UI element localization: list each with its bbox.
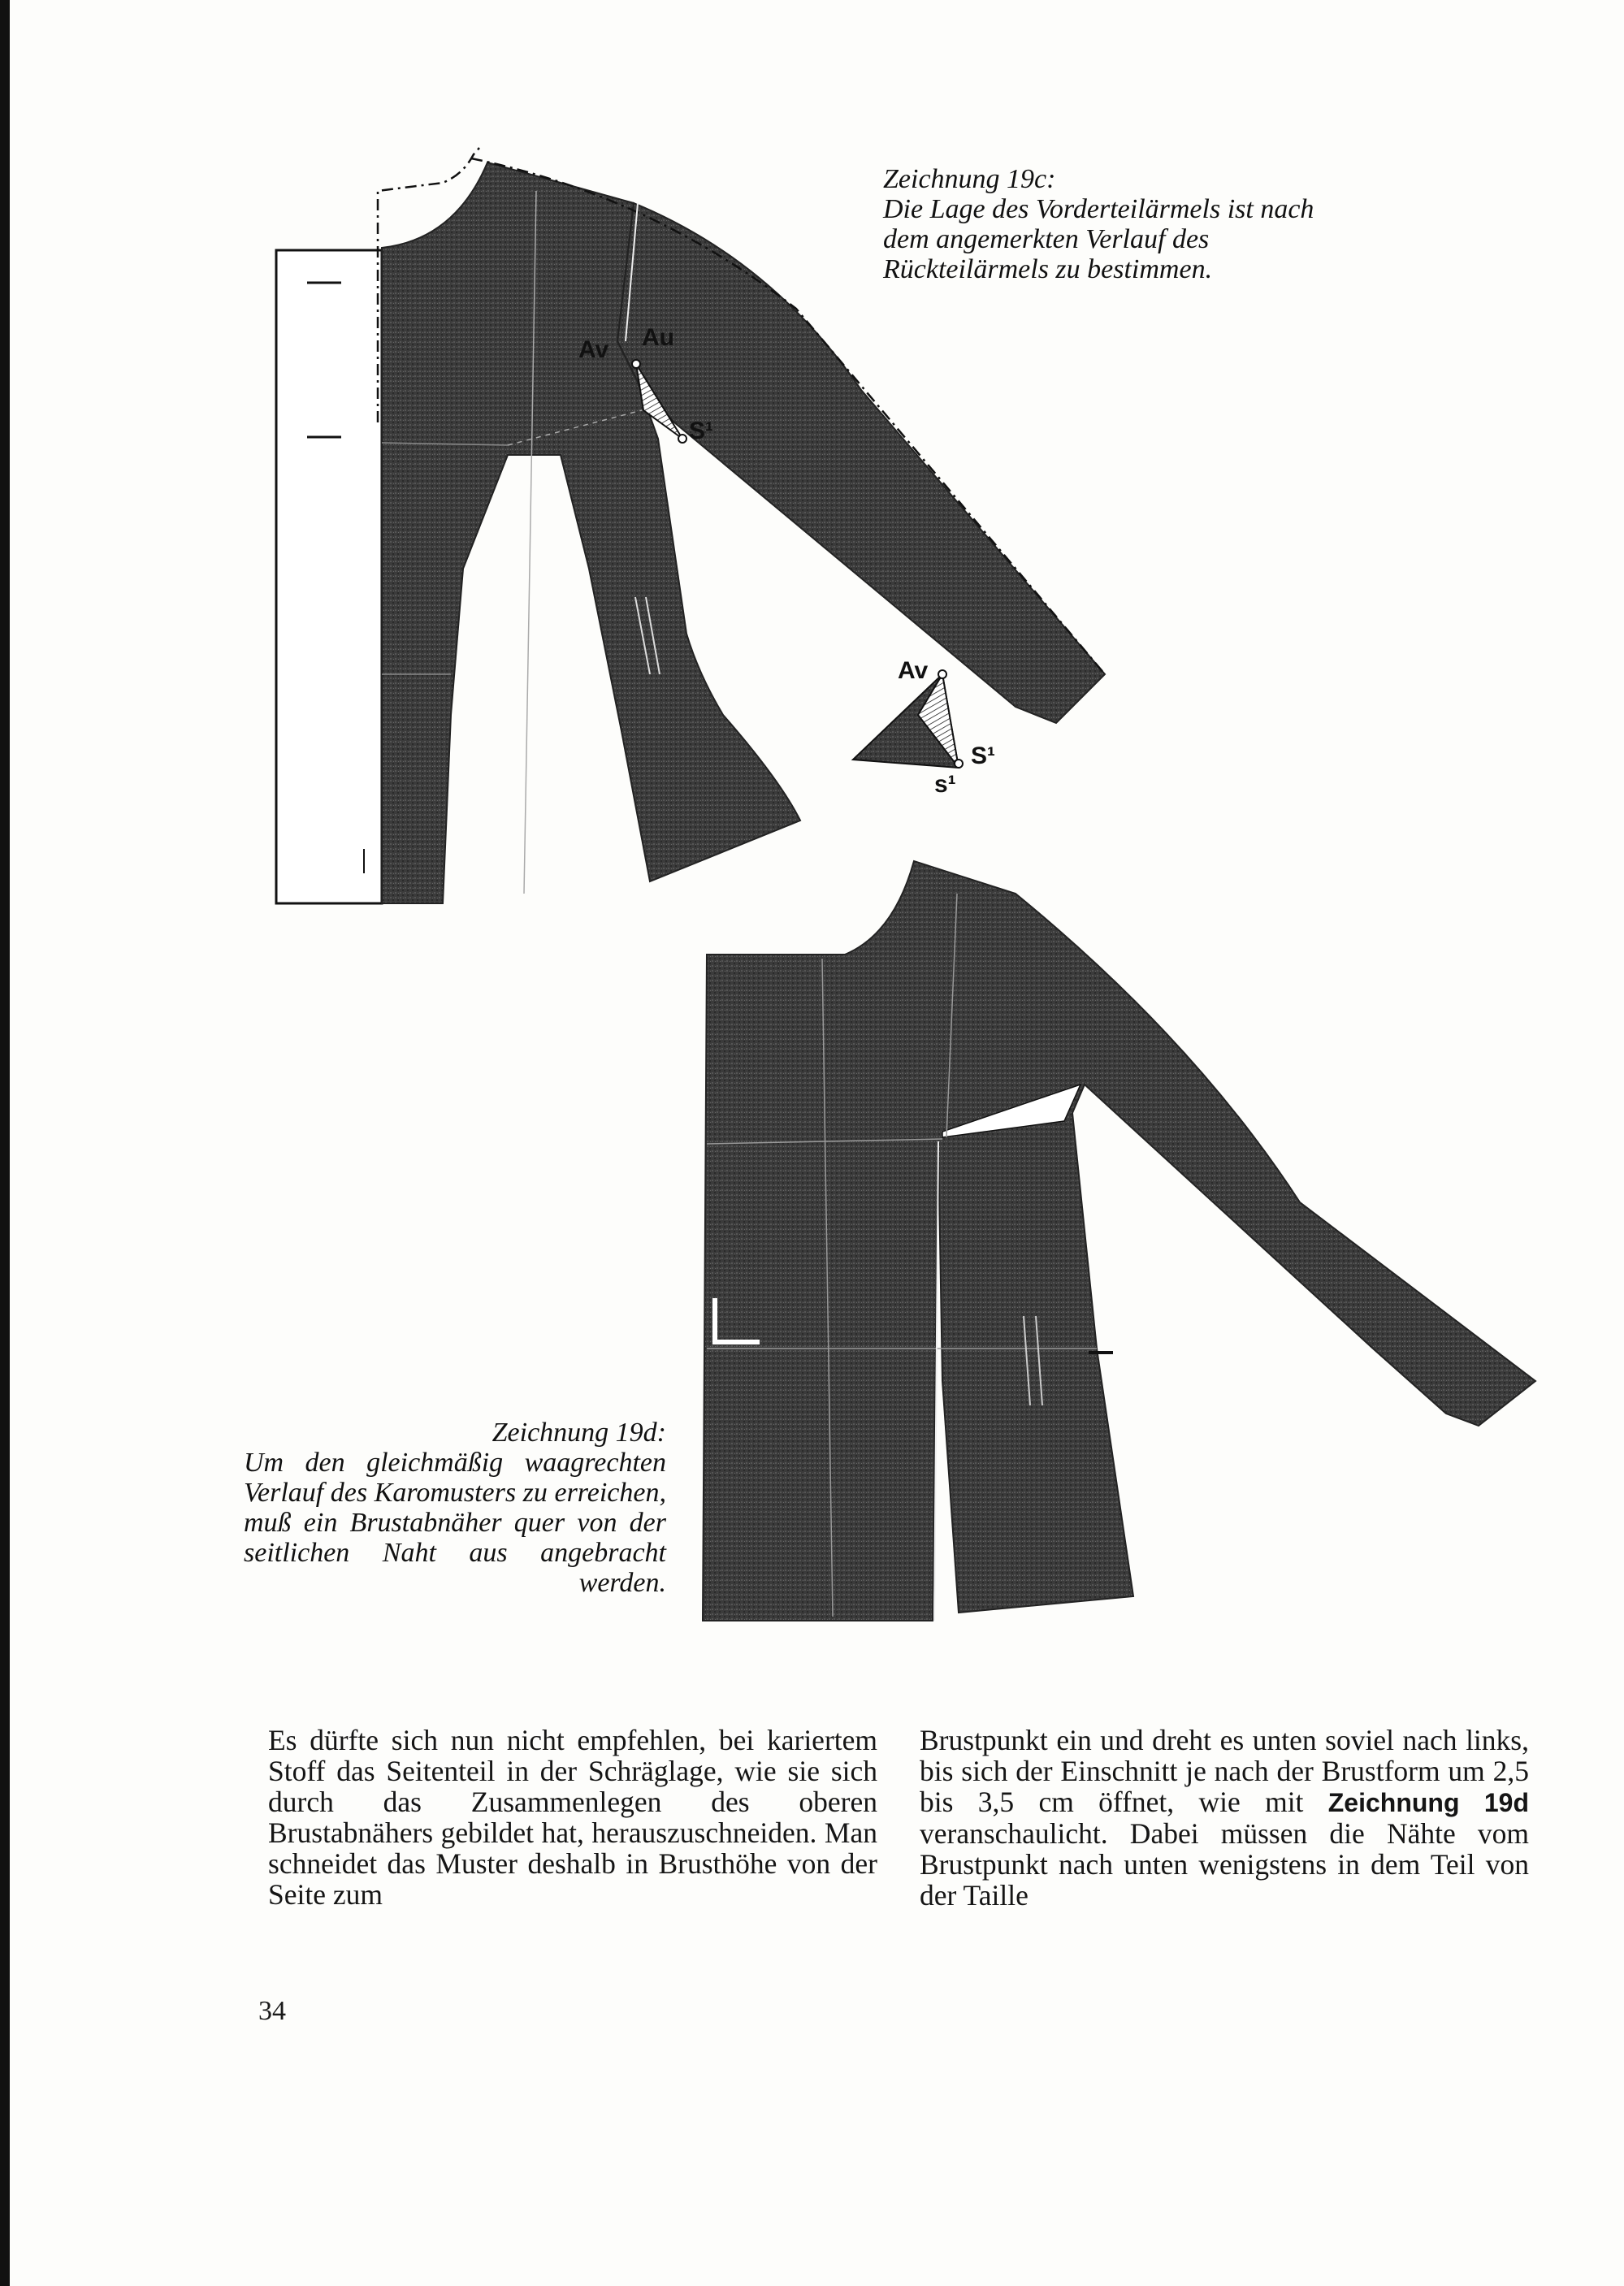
caption-19d-title: Zeichnung 19d: bbox=[492, 1418, 666, 1448]
body-text-right bbox=[920, 1725, 1529, 1911]
body-text-right-end: veranschaulicht. Dabei müssen die Nähte vom Brustpunkt nach unten wenigstens in dem Teil von der Taille bbox=[920, 1817, 1529, 1911]
front-panel-outline bbox=[276, 250, 382, 903]
label-s1-piece: S¹ bbox=[971, 743, 995, 769]
label-av-piece: Av bbox=[898, 657, 929, 684]
caption-19d bbox=[244, 1418, 666, 1598]
label-av: Av bbox=[578, 336, 609, 363]
caption-19d-text: Um den gleichmäßig waagrechten Verlauf des Karomusters zu erreichen, muß ein Brustabnäher quer von der seitlichen Naht aus angebracht werden. bbox=[244, 1448, 666, 1598]
caption-19c-title: Zeichnung 19c: bbox=[883, 164, 1056, 194]
page-number: 34 bbox=[258, 1996, 286, 2026]
bodice-19d bbox=[703, 861, 1535, 1621]
label-s1-lower: s¹ bbox=[934, 771, 956, 798]
body-text-left: Es dürfte sich nun nicht empfehlen, bei kariertem Stoff das Seitenteil in der Schräglage, wie sie sich durch das Zusammenlegen des oberen Brustabnähers gebildet hat, herauszuschneiden. Man schneidet das Muster deshalb in Brusthöhe von der Seite zum bbox=[268, 1724, 877, 1911]
label-s1: S¹ bbox=[689, 418, 713, 444]
caption-19c bbox=[883, 164, 1338, 284]
body-text-right-start: Brustpunkt ein und dreht es unten soviel nach links, bis sich der Einschnitt je nach der Brustform um 2,5 bis 3,5 cm öffnet, wie mit bbox=[920, 1724, 1529, 1818]
label-au: Au bbox=[642, 324, 674, 351]
figure-reference-19d: Zeichnung 19d bbox=[1327, 1788, 1530, 1817]
caption-19c-text: Die Lage des Vorderteilärmels ist nach dem angemerkten Verlauf des Rückteilärmels zu bestimmen. bbox=[883, 194, 1314, 284]
figure-19d bbox=[703, 861, 1535, 1621]
